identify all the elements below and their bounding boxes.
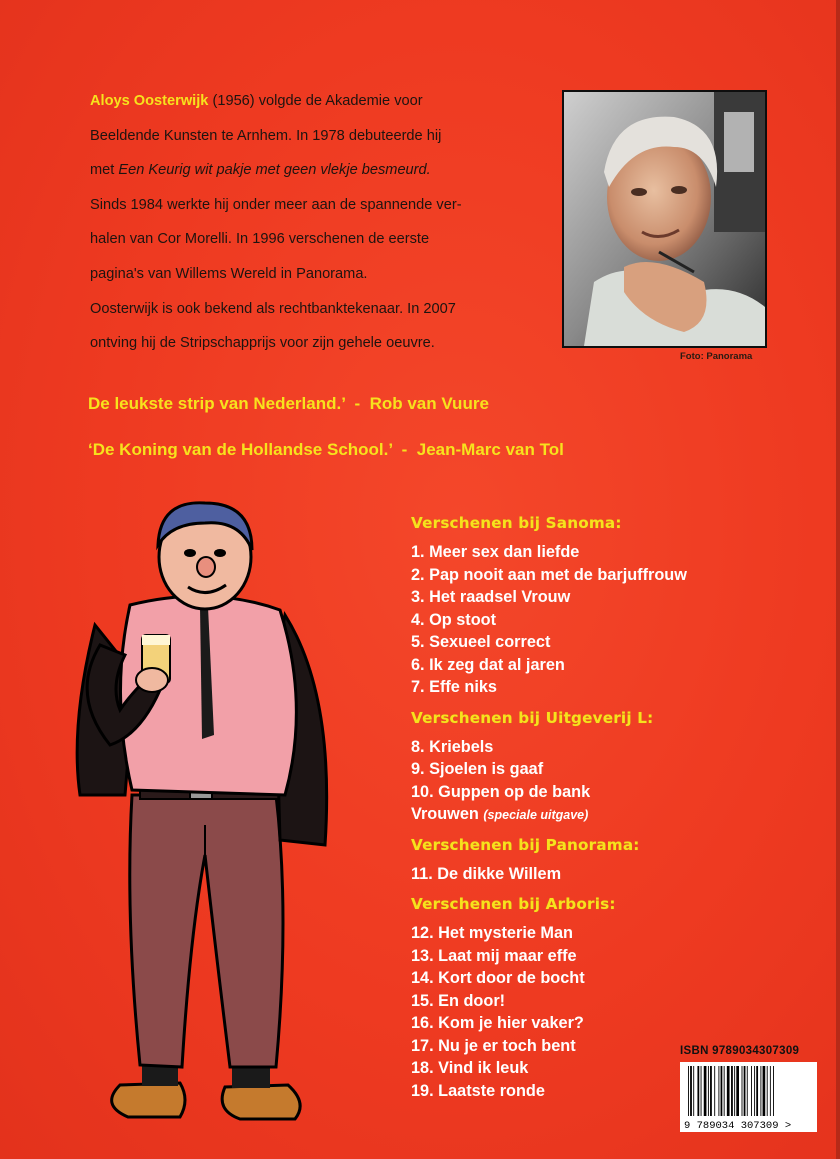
barcode-bar [731,1066,733,1116]
section-heading-arboris: Verschenen bij Arboris: [411,895,616,913]
album-item-special [411,803,791,826]
barcode-bar [760,1066,761,1116]
quote-1-author: Rob van Vuure [369,394,489,413]
album-item: 1. Meer sex dan liefde [411,543,580,561]
debut-title: Een Keurig wit pakje met geen vlekje besmeurd. [118,162,431,179]
quote-2: ‘De Koning van de Hollandse School.’ - Jean-Marc van Tol [88,440,564,459]
barcode-bar [767,1066,768,1116]
bio-line-7: Oosterwijk is ook bekend als rechtbanktekenaar. In 2007 [90,300,456,317]
barcode-bar [693,1066,694,1116]
barcode-bar [701,1066,702,1116]
barcode-bar [727,1066,730,1116]
barcode-bar [734,1066,735,1116]
quote-1: De leukste strip van Nederland.’ - Rob van Vuure [88,394,489,413]
barcode-bars [680,1062,817,1132]
isbn-barcode [680,1045,817,1133]
bio-line-2: Beeldende Kunsten te Arnhem. In 1978 debuteerde hij [90,127,442,144]
special-title: Vrouwen [411,805,479,823]
album-item: 7. Effe niks [411,678,497,696]
bio-line-4: Sinds 1984 werkte hij onder meer aan de spannende ver- [90,196,462,213]
album-item: 18. Vind ik leuk [411,1059,529,1077]
section-heading-sanoma: Verschenen bij Sanoma: [411,514,622,532]
bio-line-5: halen van Cor Morelli. In 1996 verschenen de eerste [90,231,430,248]
album-item: 6. Ik zeg dat al jaren [411,655,565,674]
barcode-bar [704,1066,707,1116]
album-item: 13. Laat mij maar effe [411,946,577,965]
album-item: 16. Kom je hier vaker? [411,1014,584,1032]
barcode-bar [721,1066,723,1116]
album-item: 11. De dikke Willem [411,864,562,883]
album-item: 5. Sexueel correct [411,633,551,651]
album-item: 14. Kort door de bocht [411,969,585,987]
barcode-bar [770,1066,771,1116]
album-item: 10. Guppen op de bank [411,782,591,801]
willem-character-illustration [40,495,370,1135]
author-name: Aloys Oosterwijk [90,93,209,109]
barcode-bar [742,1066,743,1116]
section-heading-uitgeverij-l: Verschenen bij Uitgeverij L: [411,708,654,727]
barcode-bar [697,1066,699,1116]
album-item: 19. Laatste ronde [411,1081,545,1100]
bio-line-3: met Een Keurig wit pakje met geen vlekje besmeurd. [90,162,431,179]
barcode-digits: 9 789034 307309 > [684,1120,792,1132]
barcode-bar [736,1066,739,1116]
special-note: (speciale uitgave) [483,808,589,822]
album-item: 15. En door! [411,991,506,1010]
album-item: 17. Nu je er toch bent [411,1036,576,1055]
isbn-label: ISBN 9789034307309 [680,1045,800,1057]
barcode-bar [756,1066,758,1116]
barcode-bar [744,1066,746,1116]
barcode-bar [763,1066,766,1116]
barcode-bar [714,1066,715,1116]
barcode-bar [751,1066,752,1116]
album-item: 4. Op stoot [411,610,497,629]
barcode-bar [688,1066,689,1116]
barcode-bar [690,1066,692,1116]
album-item: 2. Pap nooit aan met de barjuffrouw [411,565,687,584]
barcode-bar [718,1066,719,1116]
album-item: 3. Het raadsel Vrouw [411,588,571,606]
section-heading-panorama: Verschenen bij Panorama: [411,835,640,854]
album-list [411,510,791,1102]
bio-line-6: pagina's van Willems Wereld in Panorama. [90,265,368,282]
author-photo [562,90,767,348]
quote-2-author: Jean-Marc van Tol [416,440,564,459]
barcode-bar [747,1066,748,1116]
album-item: 8. Kriebels [411,737,494,756]
barcode-bar [754,1066,755,1116]
bio-line-8: ontving hij de Stripschapprijs voor zijn gehele oeuvre. [90,335,435,352]
barcode-bar [708,1066,709,1116]
barcode-bar [710,1066,712,1116]
barcode-bar [724,1066,725,1116]
album-item: 9. Sjoelen is gaaf [411,760,544,778]
quote-1-text: De leukste strip van Nederland.’ [88,394,345,413]
barcode-bar [773,1066,774,1116]
photo-credit: Foto: Panorama [680,351,753,362]
author-bio [90,84,522,361]
quote-2-text: ‘De Koning van de Hollandse School.’ [88,440,393,459]
album-item: 12. Het mysterie Man [411,924,573,942]
bio-line-1: Aloys Oosterwijk (1956) volgde de Akademie voor [90,93,423,109]
